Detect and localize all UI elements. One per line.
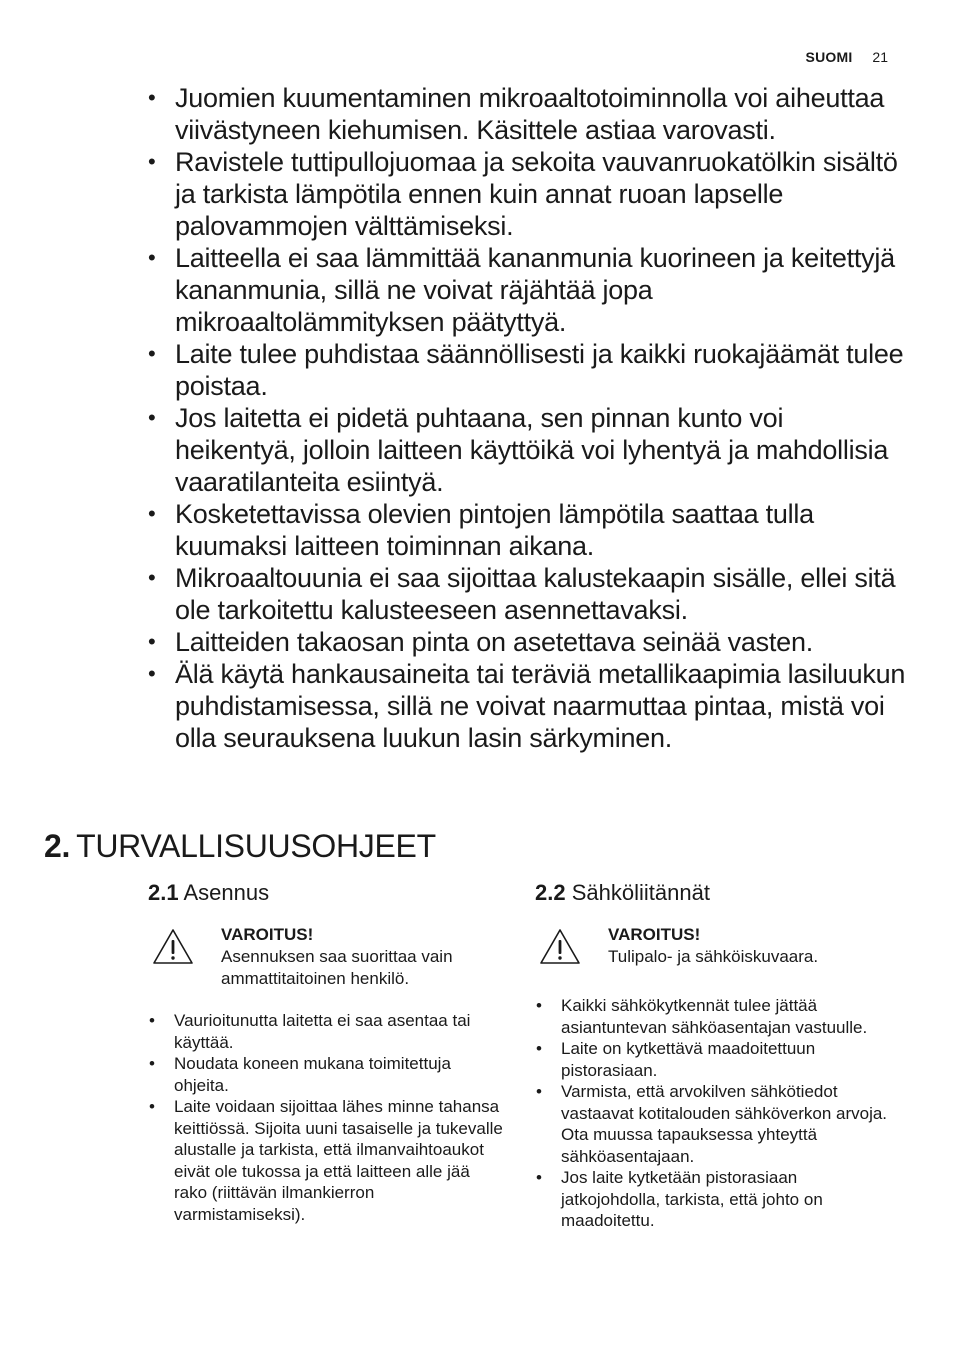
list-item: • Laitteiden takaosan pinta on asetettava seinää vasten.	[148, 626, 908, 658]
subsection-number: 2.2	[535, 880, 566, 905]
list-item: • Laite voidaan sijoittaa lähes minne tahansa keittiössä. Sijoita uuni tasaiselle ja tukevalle alustalle ja tarkista, että ilmanvaihtoaukot eivät ole tukossa ja että laitteen alle jää rako (riittävän ilmankierron varmistamiseksi).	[148, 1096, 503, 1225]
list-item: • Vaurioitunutta laitetta ei saa asentaa tai käyttää.	[148, 1010, 503, 1053]
subsection-installation	[148, 880, 503, 1225]
list-item: • Varmista, että arvokilven sähkötiedot vastaavat kotitalouden sähköverkon arvoja. Ota muussa tapauksessa yhteyttä sähköasentajaan.	[535, 1081, 890, 1167]
list-item: • Laite on kytkettävä maadoitettuun pistorasiaan.	[535, 1038, 890, 1081]
list-item: • Jos laitetta ei pidetä puhtaana, sen pinnan kunto voi heikentyä, jolloin laitteen käyttöikä voi lyhentyä ja mahdollisia vaaratilanteita esiintyä.	[148, 402, 908, 498]
list-item: • Laitteella ei saa lämmittää kananmunia kuorineen ja keitettyjä kananmunia, sillä ne voivat räjähtää jopa mikroaaltolämmityksen päätyttyä.	[148, 242, 908, 338]
warning-title: VAROITUS!	[221, 925, 314, 944]
language-label: SUOMI	[805, 49, 853, 65]
subsection-title: Asennus	[183, 880, 270, 905]
warning-title: VAROITUS!	[608, 925, 701, 944]
section-title: TURVALLISUUSOHJEET	[76, 828, 436, 864]
warning-text: Tulipalo- ja sähköiskuvaara.	[608, 947, 819, 966]
subsection-electrical	[535, 880, 890, 1232]
warning-triangle-icon	[152, 928, 194, 966]
page-number: 21	[872, 49, 888, 65]
subsection-title: Sähköliitännät	[571, 880, 710, 905]
electrical-list	[535, 995, 890, 1232]
list-item: • Kosketettavissa olevien pintojen lämpötila saattaa tulla kuumaksi laitteen toiminnan aikana.	[148, 498, 908, 562]
safety-bullet-list	[148, 82, 908, 754]
list-item: • Ravistele tuttipullojuomaa ja sekoita vauvanruokatölkin sisältö ja tarkista lämpötila ennen kuin annat ruoan lapselle palovammojen välttämiseksi.	[148, 146, 908, 242]
warning-box	[148, 924, 503, 990]
list-item: • Jos laite kytketään pistorasiaan jatkojohdolla, tarkista, että johto on maadoitettu.	[535, 1167, 890, 1232]
subsection-heading	[535, 880, 890, 906]
page-header	[806, 49, 888, 65]
list-item: • Noudata koneen mukana toimitettuja ohjeita.	[148, 1053, 503, 1096]
section-heading	[44, 828, 436, 865]
section-number: 2.	[44, 828, 71, 864]
list-item: • Älä käytä hankausaineita tai teräviä metallikaapimia lasiluukun puhdistamisessa, sillä ne voivat naarmuttaa pintaa, mistä voi olla seurauksena luukun lasin särkyminen.	[148, 658, 908, 754]
subsection-number: 2.1	[148, 880, 179, 905]
warning-text: Asennuksen saa suorittaa vain ammattitaitoinen henkilö.	[221, 947, 453, 988]
installation-list	[148, 1010, 503, 1225]
subsection-heading	[148, 880, 503, 906]
warning-triangle-icon	[539, 928, 581, 966]
list-item: • Juomien kuumentaminen mikroaaltotoiminnolla voi aiheuttaa viivästyneen kiehumisen. Käsittele astiaa varovasti.	[148, 82, 908, 146]
list-item: • Mikroaaltouunia ei saa sijoittaa kalustekaapin sisälle, ellei sitä ole tarkoitettu kalusteeseen asennettavaksi.	[148, 562, 908, 626]
warning-box	[535, 924, 890, 968]
list-item: • Laite tulee puhdistaa säännöllisesti ja kaikki ruokajäämät tulee poistaa.	[148, 338, 908, 402]
list-item: • Kaikki sähkökytkennät tulee jättää asiantuntevan sähköasentajan vastuulle.	[535, 995, 890, 1038]
